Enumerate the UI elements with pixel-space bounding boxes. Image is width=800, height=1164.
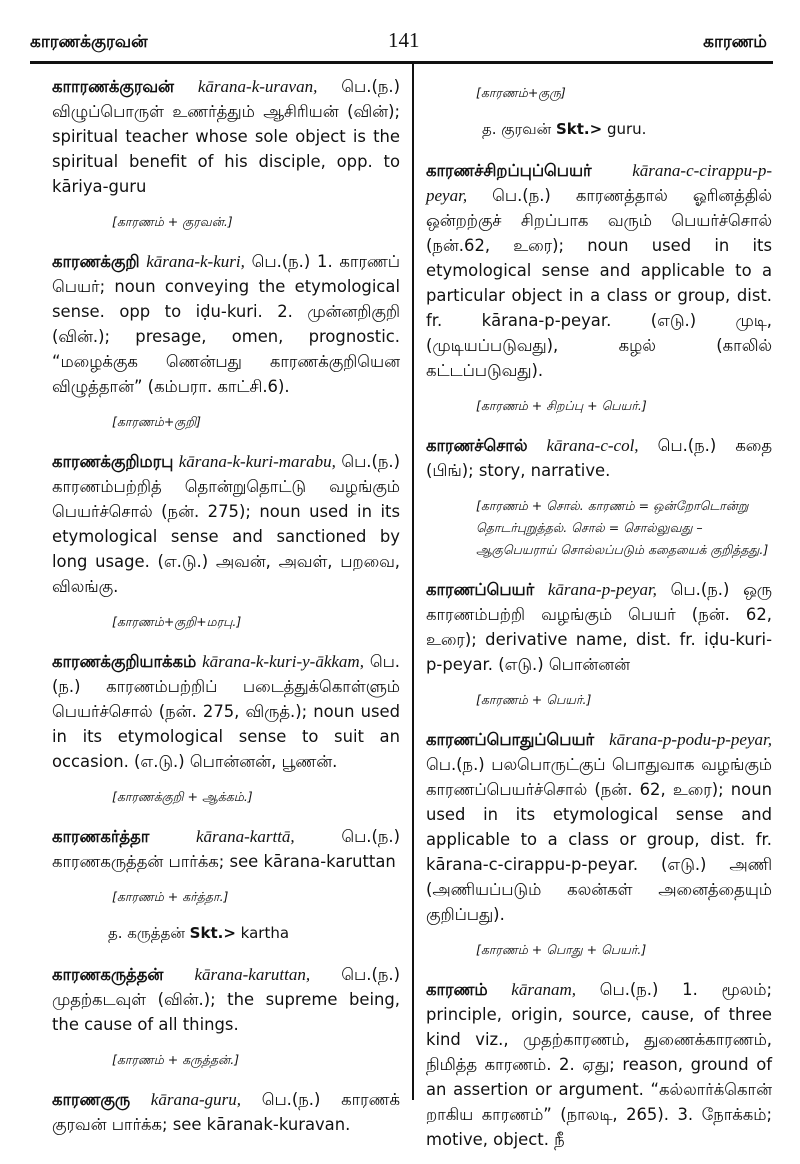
etymology-note: [காரணம்+குரு]	[476, 85, 566, 100]
left-column	[52, 74, 400, 1149]
page-header	[0, 0, 800, 60]
dictionary-entry	[52, 649, 400, 774]
dictionary-entry	[426, 158, 772, 383]
running-head-left: காரணக்குரவன்	[30, 32, 148, 52]
origin-tamil: த. கருத்தன்	[108, 924, 185, 942]
transliteration: kārana-guru,	[150, 1090, 241, 1109]
column-divider	[412, 64, 414, 1100]
etymology-note: [காரணக்குறி + ஆக்கம்.]	[112, 789, 253, 804]
etymology-note: [காரணம்+குறி+மரபு.]	[112, 614, 242, 629]
transliteration: kārana-k-uravan,	[197, 77, 318, 96]
transliteration: kāranam,	[511, 980, 576, 999]
headword: காரணச்சிறப்புப்பெயர்	[426, 161, 592, 180]
headword: காரணக்குறியாக்கம்	[52, 652, 197, 671]
definition: பெ.(ந.) முதற்கடவுள் (வின்.); the supreme being, the cause of all things.	[52, 965, 400, 1034]
transliteration: kārana-k-kuri-y-ākkam,	[202, 652, 364, 671]
origin-skt-label: Skt.>	[555, 120, 603, 138]
headword: காரணகுரு	[52, 1090, 131, 1109]
definition: பெ.(ந.) 1. மூலம்; principle, origin, source, cause, of three kind viz., முதற்காரணம், துணைக்காரணம், நிமித்த காரணம். 2. ஏது; reason, ground of an assertion or argument. “கல்லார்க்கொன் றாகிய காரணம்” (நாலடி, 265). 3. நோக்கம்; motive, object. நீ	[426, 980, 772, 1149]
headword: காரணப்பெயர்	[426, 580, 535, 599]
origin-skt-label: Skt.>	[189, 924, 236, 942]
etymology-note: [காரணம் + கருத்தன்.]	[112, 1052, 240, 1067]
definition: பெ.(ந.) பலபொருட்குப் பொதுவாக வழங்கும் காரணப்பெயர்ச்சொல் (நன். 62, உரை); noun used in its etymological sense and applicable to a class or group, dist. fr. kārana-c-cirappu-p-peyar. (எடு.) அணி (அணியப்படும் கலன்கள் அனைத்தையும் குறிப்பது).	[426, 755, 772, 924]
running-head-right: காரணம்	[703, 32, 767, 52]
transliteration: kārana-k-kuri,	[146, 252, 245, 271]
etymology-note: [காரணம்+குறி]	[112, 414, 201, 429]
dictionary-entry	[52, 74, 400, 199]
definition: பெ.(ந.) காரணம்பற்றிப் படைத்துக்கொள்ளும் பெயர்ச்சொல் (நன். 275, விருத்.); noun used in its etymological sense to suit an occasion. (எ.டு.) பொன்னன், பூணன்.	[52, 652, 400, 771]
dictionary-entry	[52, 449, 400, 599]
dictionary-entry	[426, 977, 772, 1152]
origin-tamil: த. குரவன்	[482, 120, 552, 138]
right-column	[426, 74, 772, 1164]
definition: பெ.(ந.) காரணம்பற்றித் தொன்றுதொட்டு வழங்கும் பெயர்ச்சொல் (நன். 275); noun used in its etymological sense and sanctioned by long usage. (எ.டு.) அவன், அவள், பறவை, விலங்கு.	[52, 452, 400, 596]
definition: பெ.(ந.) கதை (பிங்); story, narrative.	[426, 436, 772, 480]
origin-word: guru.	[602, 120, 647, 138]
transliteration: kārana-karuttan,	[194, 965, 311, 984]
definition: பெ.(ந.) காரணகருத்தன் பார்க்க; see kārana-karuttan	[52, 827, 400, 871]
etymology-note: [காரணம் + சிறப்பு + பெயர்.]	[476, 398, 647, 413]
transliteration: kārana-c-cirappu-p-peyar,	[426, 161, 772, 205]
transliteration: kārana-karttā,	[195, 827, 295, 846]
dictionary-entry	[52, 962, 400, 1037]
dictionary-entry	[426, 433, 772, 483]
sanskrit-origin	[426, 120, 772, 140]
etymology-note: [காரணம் + பொது + பெயர்.]	[476, 942, 647, 957]
etymology-note: [காரணம் + கர்த்தா.]	[112, 889, 229, 904]
dictionary-entry	[52, 1087, 400, 1137]
definition: பெ.(ந.) காரணத்தால் ஓரினத்தில் ஒன்றற்குச் சிறப்பாக வரும் பெயர்ச்சொல் (நன்.62, உரை); noun used in its etymological sense and applicable to a particular object in a class or group, dist. fr. kārana-p-peyar. (எடு.) முடி, (முடியப்படுவது), கழல் (காலில் கட்டப்படுவது).	[426, 186, 772, 380]
definition: பெ.(ந.) விழுப்பொருள் உணர்த்தும் ஆசிரியன் (வின்); spiritual teacher whose sole object is the spiritual benefit of his disciple, opp. to kāriya-guru	[52, 77, 400, 196]
etymology-note: [காரணம் + குரவன்.]	[112, 214, 233, 229]
headword: காரணம்	[426, 980, 488, 999]
headword: காரணச்சொல்	[426, 436, 528, 455]
transliteration: kārana-p-peyar,	[547, 580, 657, 599]
definition: பெ.(ந.) ஒரு காரணம்பற்றி வழங்கும் பெயர் (நன். 62, உரை); derivative name, dist. fr. iḍu-kuri-p-peyar. (எடு.) பொன்னன்	[426, 580, 772, 674]
headword: காரணக்குறிமரபு	[52, 452, 174, 471]
headword: காரணப்பொதுப்பெயர்	[426, 730, 595, 749]
transliteration: kārana-p-podu-p-peyar,	[609, 730, 772, 749]
dictionary-entry	[426, 727, 772, 927]
origin-word: kartha	[235, 924, 290, 942]
headword: காரணகருத்தன்	[52, 965, 164, 984]
sanskrit-origin	[52, 924, 400, 944]
headword: காரணக்குறி	[52, 252, 140, 271]
etymology-note: [காரணம் + பெயர்.]	[476, 692, 592, 707]
header-rule	[30, 61, 773, 64]
page-number: 141	[388, 28, 420, 52]
etymology-note: [காரணம் + சொல். காரணம் = ஒன்றோடொன்று தொடர்புறுத்தல். சொல் = சொல்லுவது – ஆகுபெயராய் சொல்லப்படும் கதையைக் குறித்தது.]	[476, 498, 769, 557]
dictionary-entry	[52, 249, 400, 399]
definition: பெ.(ந.) காரணக் குரவன் பார்க்க; see kāranak-kuravan.	[52, 1090, 400, 1134]
dictionary-entry	[52, 824, 400, 874]
headword: காரணகர்த்தா	[52, 827, 150, 846]
dictionary-entry	[426, 577, 772, 677]
transliteration: kārana-c-col,	[546, 436, 639, 455]
definition: பெ.(ந.) 1. காரணப் பெயர்; noun conveying the etymological sense. opp to iḍu-kuri. 2. முன்னறிகுறி (வின்.); presage, omen, prognostic. “மழைக்குக ணென்பது காரணக்குறியென விழுத்தான்” (கம்பரா. காட்சி.6).	[52, 252, 400, 396]
transliteration: kārana-k-kuri-marabu,	[178, 452, 336, 471]
headword: காாரணக்குரவன்	[52, 77, 174, 96]
